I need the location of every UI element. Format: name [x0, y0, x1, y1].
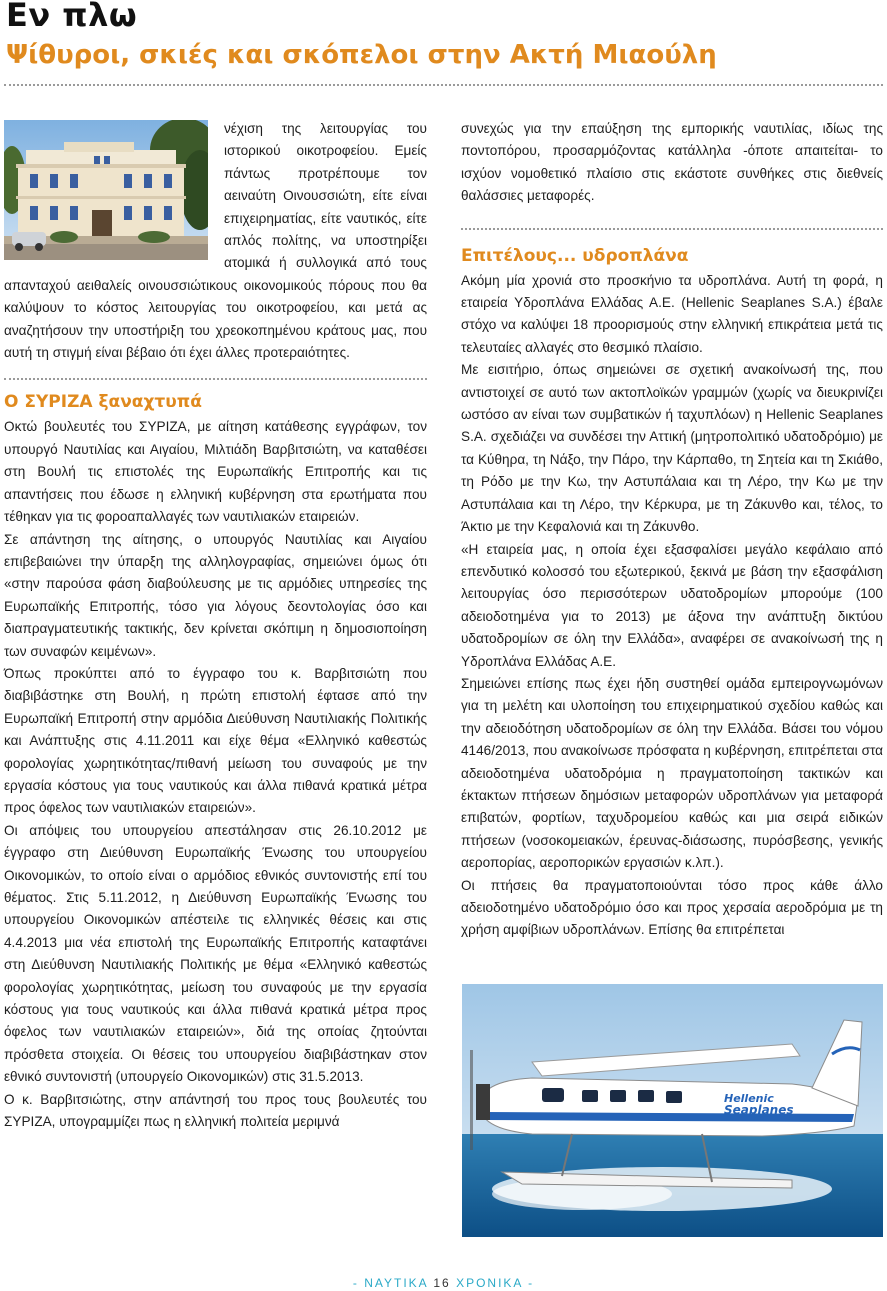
paragraph: Σε απάντηση της αίτησης, ο υπουργός Ναυτιλίας και Αιγαίου επιβεβαιώνει την ύπαρξη της αλληλογραφίας, σημειώνει όμως ότι «στην παρούσα φάση διαβούλευσης με τις αρμόδιες υπηρεσίες της Ευρωπαϊκής Επιτροπής, τόσο για λόγους δεοντολογίας όσο και διαπραγματευτικής τακτικής, δεν κρίνεται σκόπιμη η δημοσιοποίηση των συναφών κειμένων». — [4, 531, 427, 659]
section-heading-seaplanes: Επιτέλους... υδροπλάνα — [461, 245, 689, 266]
right-intro-paragraph: συνεχώς για την επαύξηση της εμπορικής ναυτιλίας, ιδίως της ποντοπόρου, προσαρμόζοντας κατάλληλα -όποτε απαιτείται- το ισχύον νομοθετικό πλαίσιο στις εκάστοτε συνθήκες στις διεθνείς θαλάσσιες μεταφορές. — [461, 121, 883, 204]
footer-left: - ΝΑΥΤΙΚΑ — [352, 1276, 429, 1290]
page-title: Εν πλω — [6, 0, 138, 34]
left-intro-paragraph: νέχιση της λειτουργίας του ιστορικού οικοτροφείου. Εμείς πάντως προτρέπουμε τον αειναύτη Οινουσσιώτη, είτε είναι επιχειρηματίας, είτε ναυτικός, είτε απλός πολίτης, να υποστηρίξει ατομικά ή συλλογικά από τους απανταχού αειθαλείς οινουσσιώτικους οικονομικούς πόρους που θα καλύψουν το κόστος λειτουργίας του οικοτροφείου, και μετά ας αναζητήσουν την υποστήριξη του χρεοκοπημένου κράτους μας, που αυτή τη στιγμή είναι βέβαιο ότι έχει άλλες προτεραιότητες. — [4, 121, 427, 361]
livery-text-hellenic: Hellenic — [724, 1092, 774, 1105]
paragraph: Σημειώνει επίσης πως έχει ήδη συστηθεί ομάδα εμπειρογνωμόνων για τη μελέτη και υλοποίηση του επιχειρηματικού σχεδίου καθώς και την αδειοδότηση υδατοδρομίων σε όλη την Ελλάδα. Βάσει του νόμου 4146/2013, που ανακοίνωσε πρόσφατα η κυβέρνηση, επιτρέπεται στα αδειοδοτημένα υδατοδρόμια η πραγματοποίηση τακτικών και έκτακτων πτήσεων δημόσιων μεταφορών υδροπλάνων για μεταφορά επιβατών, φορτίων, ταχυδρομείου καθώς και μια σειρά ειδικών πτήσεων (νοσοκομειακών, έρευνας-διάσωσης, πυρόσβεσης, γενικής αεροπορίας, αεροπορικών εργασιών κ.λπ.). — [461, 675, 883, 871]
livery-text-seaplanes: Seaplanes — [724, 1103, 794, 1117]
paragraph: Οι πτήσεις θα πραγματοποιούνται τόσο προς κάθε άλλο αδειοδοτημένο υδατοδρόμιο όσο και προς χερσαία αεροδρόμια με τη χρήση αμφίβιων υδροπλάνων. Επίσης θα επιτρέπεται — [461, 877, 883, 938]
seaplane-photo — [462, 984, 883, 1237]
paragraph: Οι απόψεις του υπουργείου απεστάλησαν στις 26.10.2012 με έγγραφο στη Διεύθυνση Ευρωπαϊκής Ένωσης του υπουργείου Οικονομικών, το οποίο είναι ο αρμόδιος εθνικός συντονιστής επί του θέματος. Στις 5.11.2012, η Διεύθυνση Ευρωπαϊκής Ένωσης του υπουργείου Οικονομικών απέστειλε τις ελληνικές θέσεις και στις 4.4.2013 μια νέα επιστολή της Ευρωπαϊκής Επιτροπής καταφτάνει στη Διεύθυνση Ναυτιλιακής Πολιτικής με θέμα «Ελληνικό καθεστώς φορολογίας χωρητικότητας, μείωση του συναφούς με την εργασία κόστους για τους ναυτικούς και άλλα πιθανά κρατικά μέτρα προς όφελος των ναυτιλιακών εταιρειών», διά της οποίας ζητούνται πρόσθετα στοιχεία. Οι θέσεις του υπουργείου διαβιβάστηκαν στον εθνικό συντονιστή (υπουργείο Οικονομικών) στις 31.5.2013. — [4, 822, 427, 1085]
paragraph: Οκτώ βουλευτές του ΣΥΡΙΖΑ, με αίτηση κατάθεσης εγγράφων, τον υπουργό Ναυτιλίας και Αιγαίου, Μιλτιάδη Βαρβιτσιώτη, να καταθέσει στη Βουλή τις επιστολές της Ευρωπαϊκής Επιτροπής και τις απαντήσεις που έδωσε η ελληνική κυβέρνηση στα ερωτήματα που τέθηκαν για τις φοροαπαλλαγές των ναυτιλιακών εταιρειών. — [4, 419, 427, 525]
footer-right: ΧΡΟΝΙΚΑ - — [456, 1276, 535, 1290]
section-divider — [461, 228, 883, 230]
boarding-house-photo — [4, 120, 208, 260]
section-divider — [4, 378, 427, 380]
left-column — [4, 118, 427, 1133]
paragraph: Ο κ. Βαρβιτσιώτης, στην απάντησή του προς τους βουλευτές του ΣΥΡΙΖΑ, υπογραμμίζει πως η ελληνική πολιτεία μεριμνά — [4, 1091, 427, 1130]
paragraph: Ακόμη μία χρονιά στο προσκήνιο τα υδροπλάνα. Αυτή τη φορά, η εταιρεία Υδροπλάνα Ελλάδας Α.Ε. (Hellenic Seaplanes S.A.) έβαλε στόχο να καλύψει 18 προορισμούς στην ελληνική επικράτεια μετά τις τελευταίες αλλαγές στο θεσμικό πλαίσιο. — [461, 272, 883, 355]
paragraph: Όπως προκύπτει από το έγγραφο του κ. Βαρβιτσιώτη που διαβιβάστηκε στη Βουλή, η πρώτη επιστολή έφτασε από την Ευρωπαϊκή Επιτροπή στην αρμόδια Διεύθυνση Ναυτιλιακής Πολιτικής και Ανάπτυξης στις 4.11.2011 και είχε θέμα «Ελληνικό καθεστώς φορολογίας χωρητικότητας/πιθανή μείωση του συναφούς με την εργασία κόστους για τους ναυτικούς και άλλα πιθανά κρατικά μέτρα προς όφελος των ναυτιλιακών εταιρειών». — [4, 665, 427, 816]
title-divider — [4, 84, 883, 86]
section-heading-syriza: Ο ΣΥΡΙΖΑ ξαναχτυπά — [4, 392, 202, 413]
paragraph: Με εισιτήριο, όπως σημειώνει σε σχετική ανακοίνωσή της, που αντιστοιχεί σε αυτό των ακτοπλοϊκών γραμμών (χωρίς να διευκρινίζει ωστόσο αν είναι των συμβατικών ή ταχυπλόων) η Hellenic Seaplanes S.A. σχεδιάζει να συνδέσει την Αττική (μητροπολιτικό υδατοδρόμιο) με τα Κύθηρα, τη Νάξο, την Πάρο, την Κάρπαθο, τη Σητεία και τη Σκιάθο, τη Ρόδο με την Κω, την Αστυπάλαια και τη Λέρο, την Κω με την Αστυπάλαια και τη Λέρο, την Κέρκυρα, με τη Ζάκυνθο και, τέλος, το Άκτιο με την Κεφαλονιά και τη Ζάκυνθο. — [461, 362, 883, 535]
page-subtitle: Ψίθυροι, σκιές και σκόπελοι στην Ακτή Μιαούλη — [6, 40, 717, 70]
page-footer — [0, 1276, 887, 1290]
page-number: 16 — [433, 1276, 451, 1290]
right-column — [461, 118, 883, 942]
paragraph: «Η εταιρεία μας, η οποία έχει εξασφαλίσει μεγάλο κεφάλαιο από επενδυτικό κολοσσό του εξωτερικού, ξεκινά με βάση την εξασφάλιση λειτουργίας όσο περισσότερων υδατοδρομίων μπορούμε (100 αδειοδοτημένα για το 2013) με άξονα την ανάπτυξη δικτύου υδατοδρομίων σε όλη την Ελλάδα», αναφέρει σε ανακοίνωσή της η Υδροπλάνα Ελλάδας Α.Ε. — [461, 541, 883, 669]
